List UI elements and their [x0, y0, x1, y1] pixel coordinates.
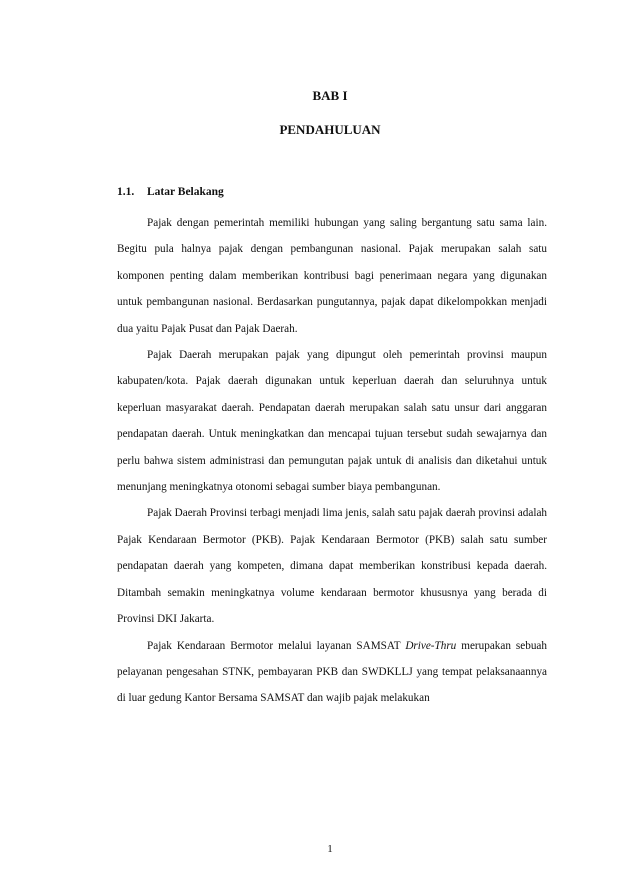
paragraph-text: merupakan sebuah pelayanan pengesahan STNK, pembayaran PKB dan SWDKLLJ yang tempat pelaksanaannya di luar gedung Kantor Bersama SAMSAT dan wajib pajak melakukan	[117, 639, 547, 705]
paragraph	[117, 633, 547, 712]
paragraph: Pajak Daerah Provinsi terbagi menjadi lima jenis, salah satu pajak daerah provinsi adalah Pajak Kendaraan Bermotor (PKB). Pajak Kendaraan Bermotor (PKB) salah satu sumber pendapatan daerah yang kompeten, dimana dapat memberikan konstribusi kepada daerah. Ditambah semakin meningkatnya volume kendaraan bermotor khususnya yang berada di Provinsi DKI Jakarta.	[117, 507, 547, 626]
paragraph: Pajak dengan pemerintah memiliki hubungan yang saling bergantung satu sama lain. Begitu pula halnya pajak dengan pembangunan nasional. Pajak merupakan salah satu komponen penting dalam memberikan kontribusi bagi penerimaan negara yang digunakan untuk pembangunan nasional. Berdasarkan pungutannya, pajak dapat dikelompokkan menjadi dua yaitu Pajak Pusat dan Pajak Daerah.	[117, 217, 547, 335]
paragraph-text: Pajak Kendaraan Bermotor melalui layanan SAMSAT	[147, 639, 406, 652]
page-number: 1	[327, 843, 333, 855]
paragraph: Pajak Daerah merupakan pajak yang dipungut oleh pemerintah provinsi maupun kabupaten/kota. Pajak daerah digunakan untuk keperluan daerah dan seluruhnya untuk keperluan masyarakat daerah. Pendapatan daerah merupakan salah satu unsur dari anggaran pendapatan daerah. Untuk meningkatkan dan mencapai tujuan tersebut sudah sewajarnya dan perlu bahwa sistem administrasi dan pemungutan pajak untuk di analisis dan diketahui untuk menunjang meningkatnya otonomi sebagai sumber biaya pembangunan.	[117, 349, 547, 494]
italic-term: Drive-Thru	[405, 639, 457, 652]
section-number: 1.1.	[117, 186, 135, 198]
section-title: Latar Belakang	[147, 186, 224, 198]
chapter-title: PENDAHULUAN	[279, 122, 381, 137]
chapter-number: BAB I	[312, 88, 348, 103]
body-text	[117, 210, 547, 712]
section-heading	[117, 186, 224, 198]
